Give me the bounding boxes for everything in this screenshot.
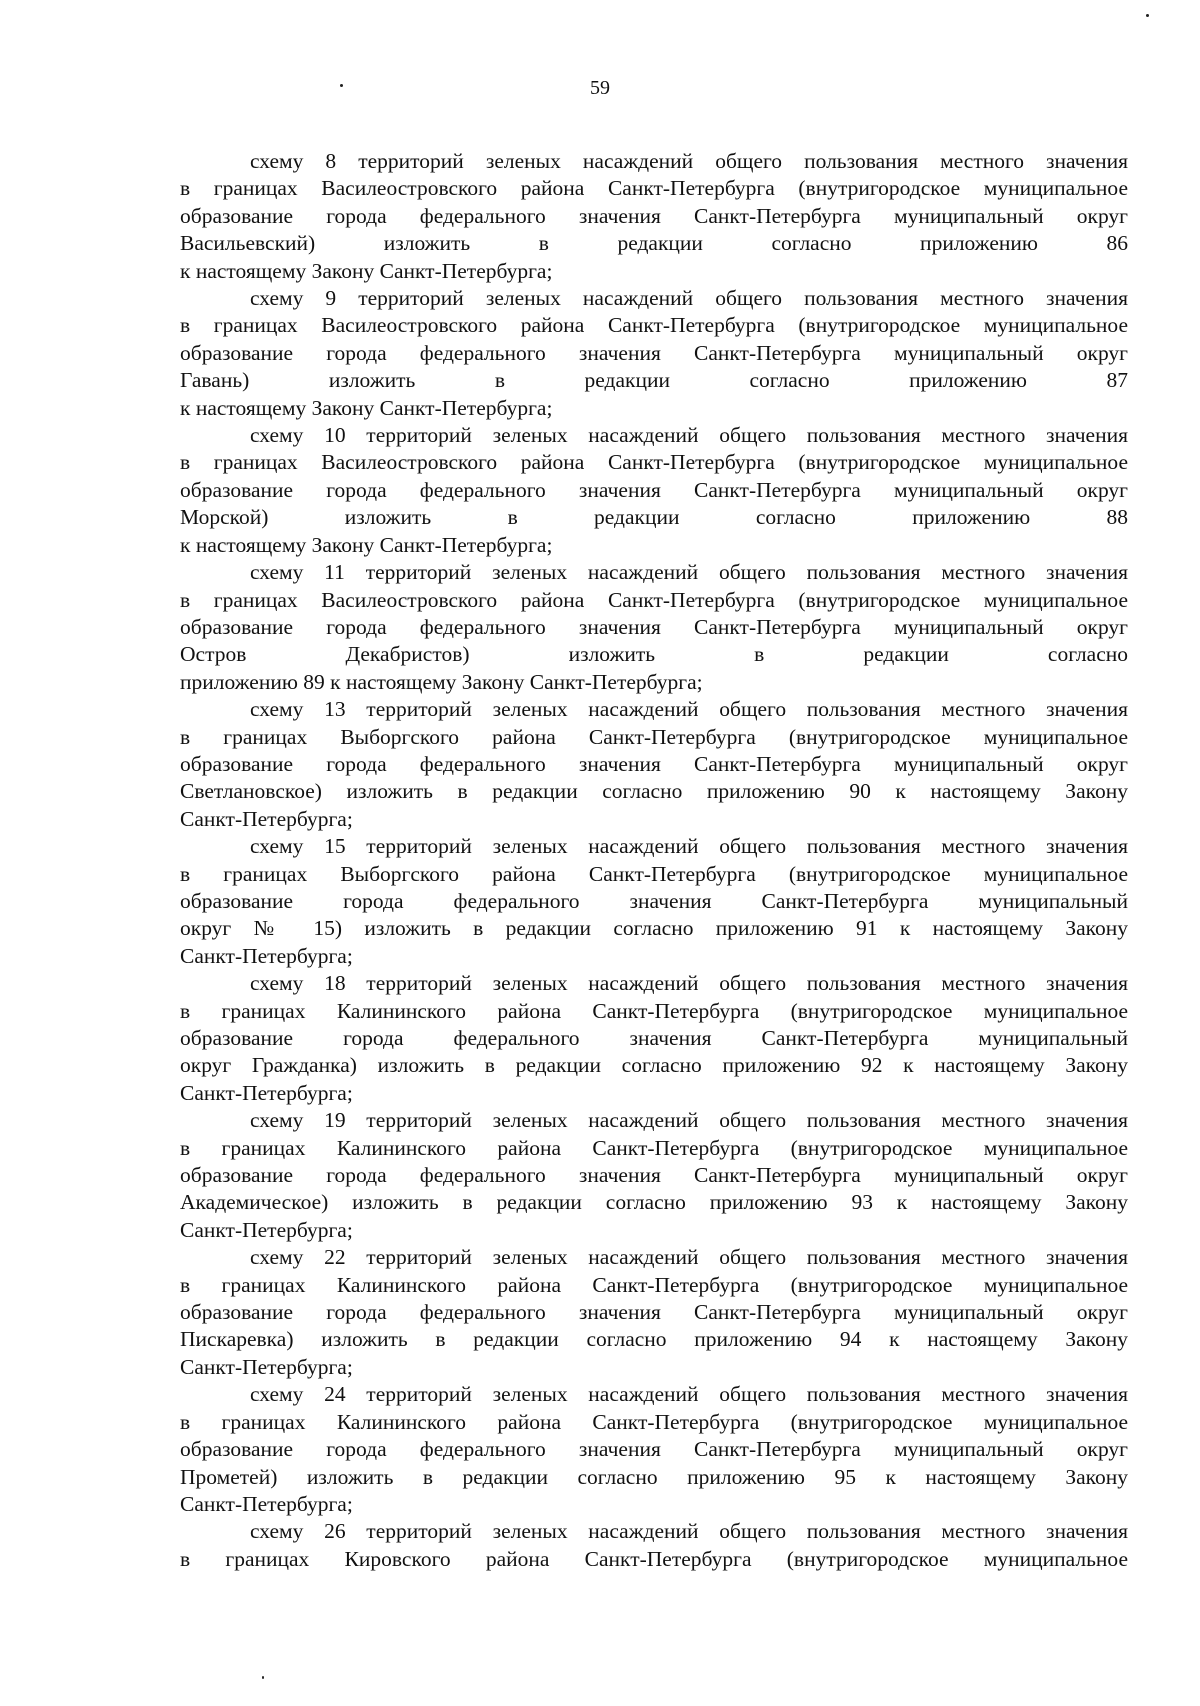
text-line: образование города федерального значения Санкт-Петербурга муниципальный округ <box>180 1300 1128 1325</box>
text-line: образование города федерального значения Санкт-Петербурга муниципальный округ <box>180 1163 1128 1188</box>
page-number: 59 <box>590 77 610 99</box>
text-line: образование города федерального значения Санкт-Петербурга муниципальный округ <box>180 340 1128 365</box>
text-line: в границах Калининского района Санкт-Петербурга (внутригородское муниципальное <box>180 1409 1128 1434</box>
text-line: Светлановское) изложить в редакции согласно приложению 90 к настоящему Закону <box>180 779 1128 804</box>
text-line: Васильевский) изложить в редакции согласно приложению 86 <box>180 231 1128 256</box>
text-line: в границах Калининского района Санкт-Петербурга (внутригородское муниципальное <box>180 1272 1128 1297</box>
text-line: Остров Декабристов) изложить в редакции согласно <box>180 642 1128 667</box>
text-line: Морской) изложить в редакции согласно приложению 88 <box>180 505 1128 530</box>
paragraph <box>180 1107 1128 1244</box>
text-line: образование города федерального значения Санкт-Петербурга муниципальный округ <box>180 1437 1128 1462</box>
scan-speck <box>1146 14 1149 17</box>
text-line: Санкт-Петербурга; <box>180 943 353 968</box>
paragraph <box>180 422 1128 559</box>
text-line: Гавань) изложить в редакции согласно приложению 87 <box>180 368 1128 393</box>
text-line: в границах Выборгского района Санкт-Петербурга (внутригородское муниципальное <box>180 724 1128 749</box>
text-line: Санкт-Петербурга; <box>180 1491 353 1516</box>
text-line: образование города федерального значения Санкт-Петербурга муниципальный округ <box>180 614 1128 639</box>
text-line: приложению 89 к настоящему Закону Санкт-Петербурга; <box>180 669 703 694</box>
text-line: схему 24 территорий зеленых насаждений общего пользования местного значения <box>250 1382 1128 1407</box>
text-line: в границах Калининского района Санкт-Петербурга (внутригородское муниципальное <box>180 998 1128 1023</box>
paragraph <box>180 1518 1128 1573</box>
paragraph <box>180 148 1128 285</box>
paragraph <box>180 1244 1128 1381</box>
text-line: Пискаревка) изложить в редакции согласно приложению 94 к настоящему Закону <box>180 1327 1128 1352</box>
document-body <box>180 148 1128 1573</box>
text-line: в границах Калининского района Санкт-Петербурга (внутригородское муниципальное <box>180 1135 1128 1160</box>
text-line: схему 22 территорий зеленых насаждений общего пользования местного значения <box>250 1245 1128 1270</box>
text-line: образование города федерального значения Санкт-Петербурга муниципальный <box>180 888 1128 913</box>
text-line: к настоящему Закону Санкт-Петербурга; <box>180 532 553 557</box>
text-line: схему 10 территорий зеленых насаждений общего пользования местного значения <box>250 423 1128 448</box>
text-line: Санкт-Петербурга; <box>180 1354 353 1379</box>
text-line: округ Гражданка) изложить в редакции согласно приложению 92 к настоящему Закону <box>180 1053 1128 1078</box>
text-line: образование города федерального значения Санкт-Петербурга муниципальный округ <box>180 751 1128 776</box>
text-line: в границах Василеостровского района Санкт-Петербурга (внутригородское муниципальное <box>180 176 1128 201</box>
text-line: Академическое) изложить в редакции согласно приложению 93 к настоящему Закону <box>180 1190 1128 1215</box>
text-line: схему 9 территорий зеленых насаждений общего пользования местного значения <box>250 286 1128 311</box>
text-line: округ № 15) изложить в редакции согласно приложению 91 к настоящему Закону <box>180 916 1128 941</box>
text-line: схему 18 территорий зеленых насаждений общего пользования местного значения <box>250 971 1128 996</box>
text-line: в границах Выборгского района Санкт-Петербурга (внутригородское муниципальное <box>180 861 1128 886</box>
text-line: схему 15 территорий зеленых насаждений общего пользования местного значения <box>250 834 1128 859</box>
paragraph <box>180 970 1128 1107</box>
text-line: в границах Василеостровского района Санкт-Петербурга (внутригородское муниципальное <box>180 587 1128 612</box>
text-line: схему 26 территорий зеленых насаждений общего пользования местного значения <box>250 1519 1128 1544</box>
text-line: в границах Василеостровского района Санкт-Петербурга (внутригородское муниципальное <box>180 313 1128 338</box>
scan-speck <box>262 1676 264 1679</box>
text-line: схему 8 территорий зеленых насаждений общего пользования местного значения <box>250 149 1128 173</box>
text-line: к настоящему Закону Санкт-Петербурга; <box>180 258 553 283</box>
text-line: Прометей) изложить в редакции согласно приложению 95 к настоящему Закону <box>180 1464 1128 1489</box>
text-line: схему 19 территорий зеленых насаждений общего пользования местного значения <box>250 1108 1128 1133</box>
text-line: в границах Василеостровского района Санкт-Петербурга (внутригородское муниципальное <box>180 450 1128 475</box>
text-line: Санкт-Петербурга; <box>180 1217 353 1242</box>
text-line: Санкт-Петербурга; <box>180 1080 353 1105</box>
text-line: образование города федерального значения Санкт-Петербурга муниципальный округ <box>180 203 1128 228</box>
paragraph <box>180 285 1128 422</box>
text-line: схему 11 территорий зеленых насаждений общего пользования местного значения <box>250 560 1128 585</box>
text-line: к настоящему Закону Санкт-Петербурга; <box>180 395 553 420</box>
paragraph <box>180 1381 1128 1518</box>
paragraph <box>180 559 1128 696</box>
text-line: схему 13 территорий зеленых насаждений общего пользования местного значения <box>250 697 1128 722</box>
text-line: образование города федерального значения Санкт-Петербурга муниципальный округ <box>180 477 1128 502</box>
paragraph <box>180 833 1128 970</box>
text-line: Санкт-Петербурга; <box>180 806 353 831</box>
text-line: в границах Кировского района Санкт-Петербурга (внутригородское муниципальное <box>180 1546 1128 1571</box>
text-line: образование города федерального значения Санкт-Петербурга муниципальный <box>180 1026 1128 1050</box>
paragraph <box>180 696 1128 833</box>
